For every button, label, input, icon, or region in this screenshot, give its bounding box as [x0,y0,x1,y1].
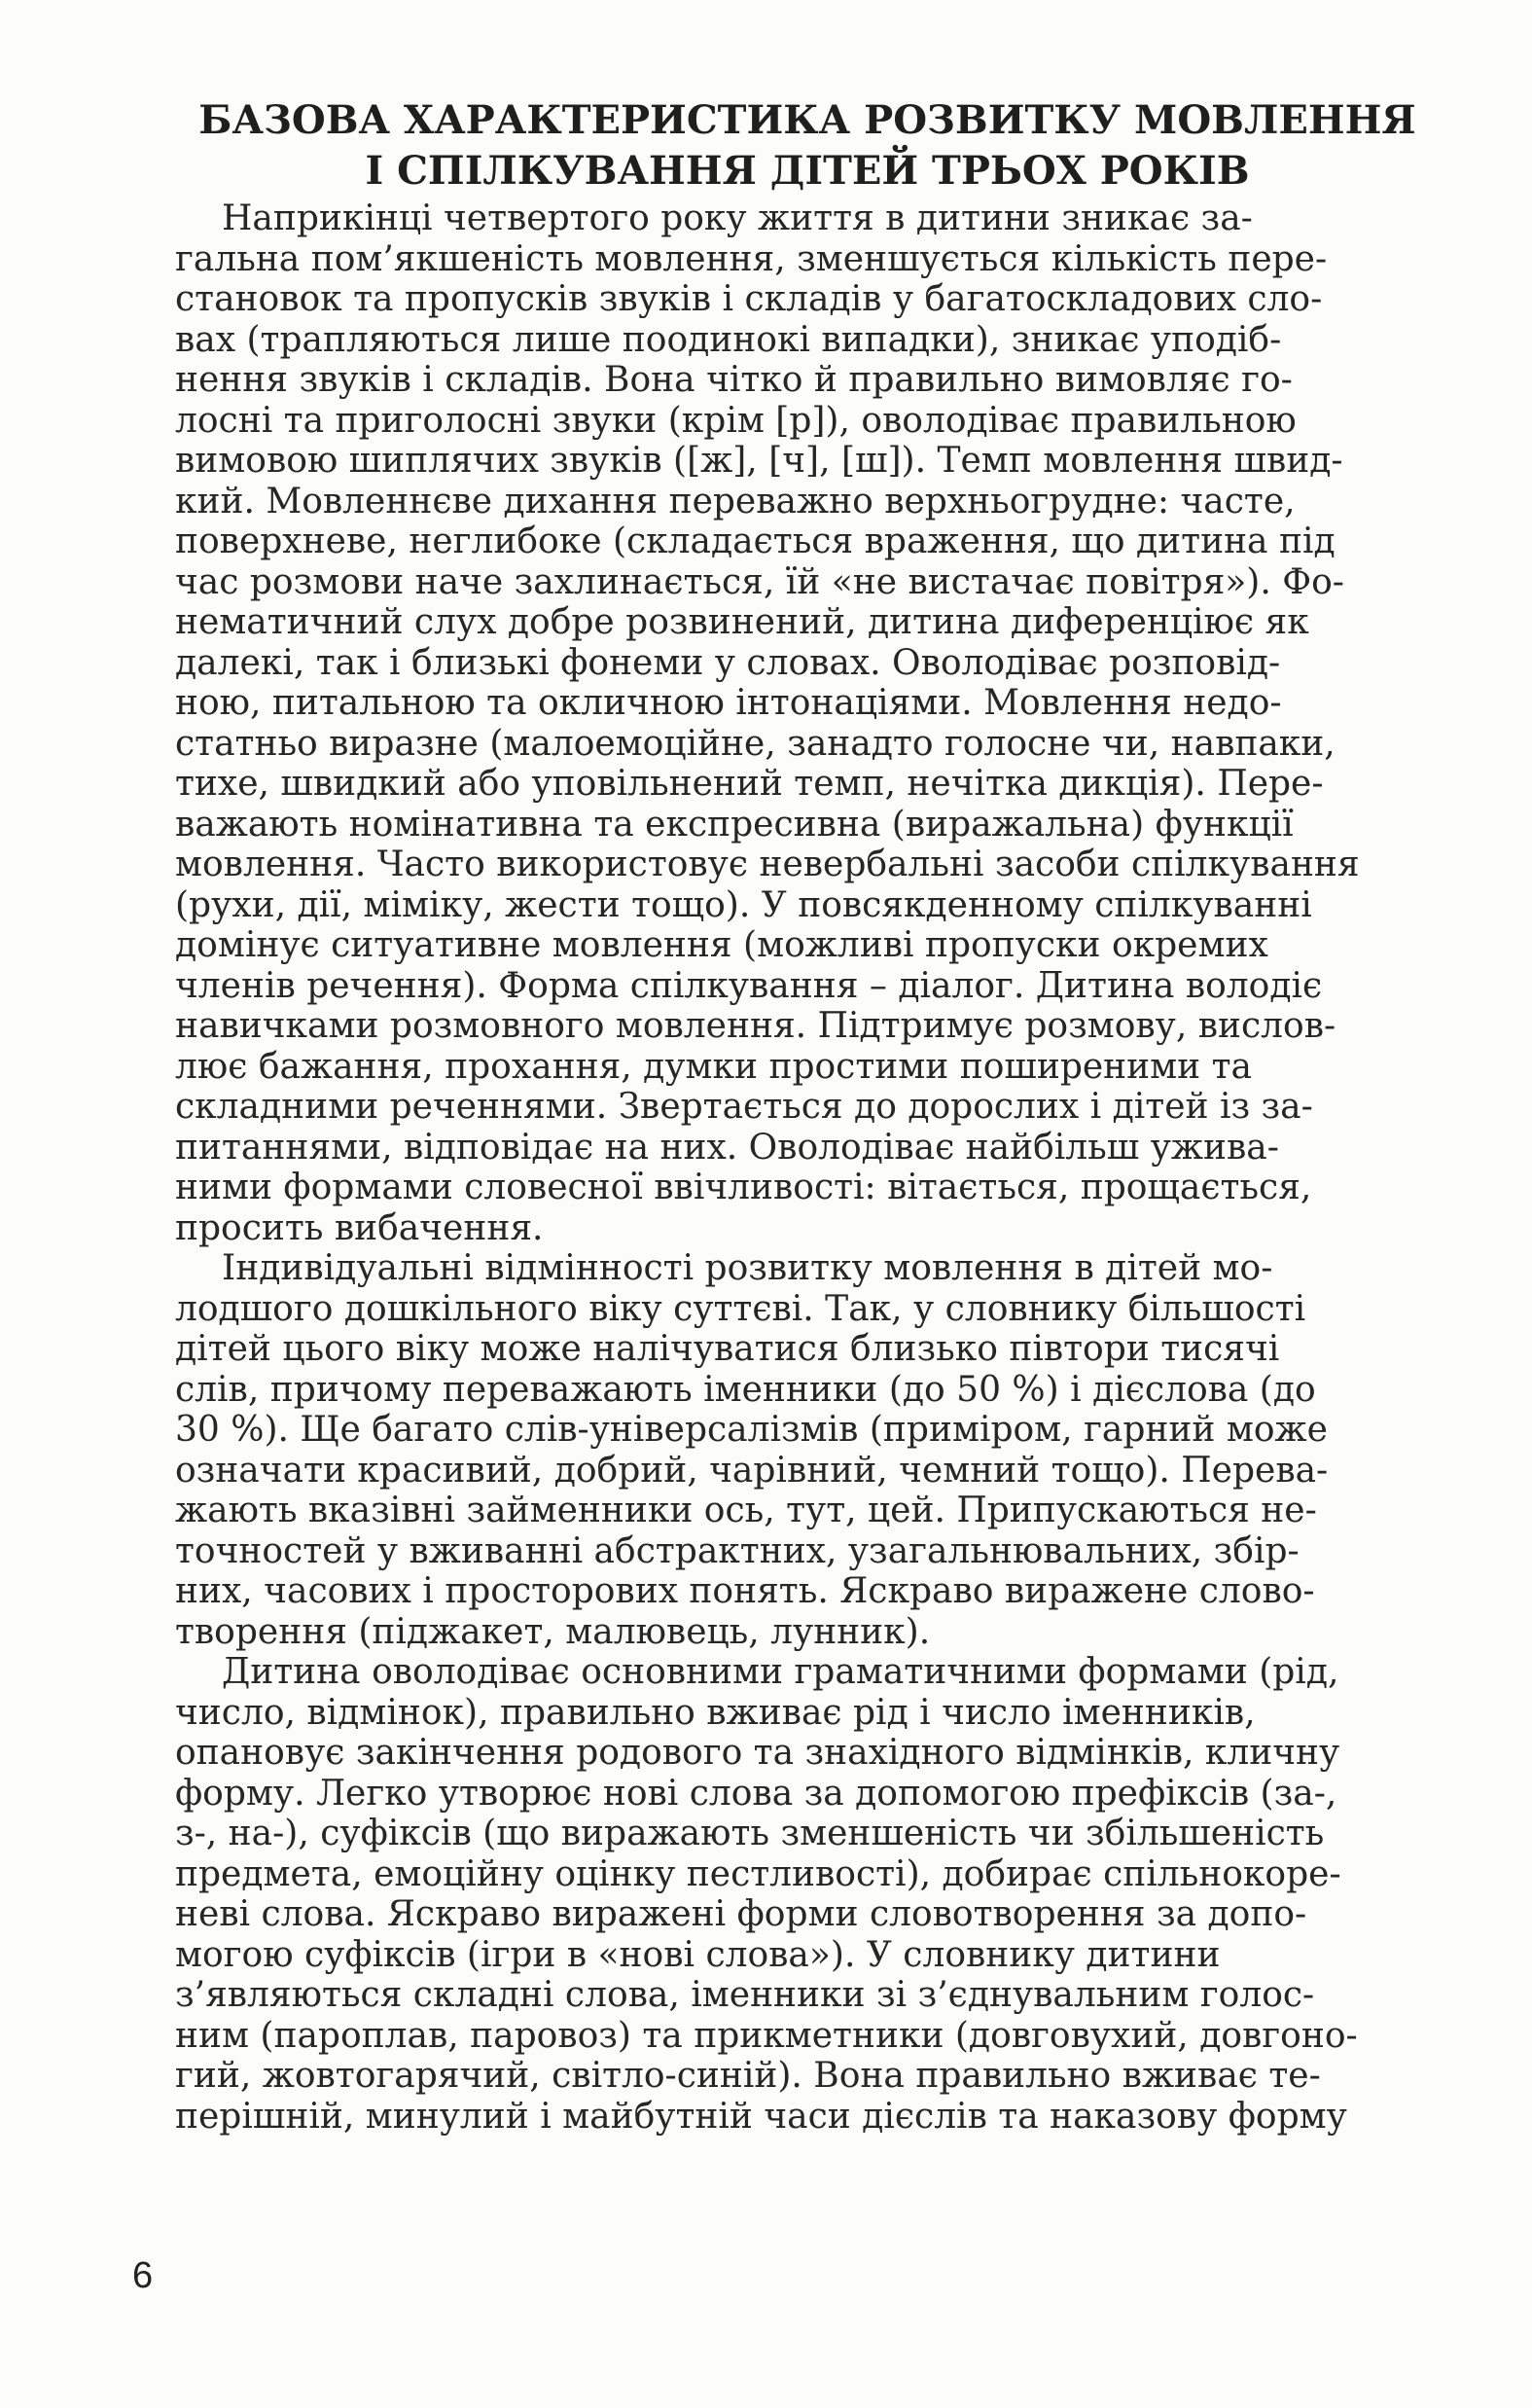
text-line: питаннями, відповідає на них. Оволодіває найбільш ужива- [175,1127,1279,1168]
text-line: дітей цього віку може налічуватися близько півтори тисячі [175,1329,1280,1369]
page-number: 6 [132,2255,154,2296]
text-line: 30 %). Ще багато слів-універсалізмів (приміром, гарний може [175,1410,1328,1450]
text-line: Наприкінці четвертого року життя в дитини зникає за- [222,198,1253,238]
text-line: перішній, минулий і майбутній часи дієслів та наказову форму [175,2096,1347,2137]
text-line: жають вказівні займенники ось, тут, цей. Припускаються не- [175,1491,1317,1530]
text-line: далекі, так і близькі фонеми у словах. Оволодіває розповід- [175,642,1281,683]
text-line: форму. Легко утворює нові слова за допомогою префіксів (за-, [175,1773,1337,1814]
text-line: слів, причому переважають іменники (до 50 %) і дієслова (до [175,1369,1316,1410]
text-line: поверхневе, неглибоке (складається враження, що дитина під [175,521,1336,561]
text-line: тихе, швидкий або уповільнений темп, нечітка дикція). Пере- [175,764,1324,804]
text-line: вимовою шиплячих звуків ([ж], [ч], [ш]). Темп мовлення швид- [175,441,1343,481]
text-line: ним (пароплав, паровоз) та прикметники (довговухий, довгоно- [175,2015,1358,2056]
text-line: становок та пропусків звуків і складів у багатоскладових сло- [175,279,1323,319]
text-line: предмета, емоційну оцінку пестливості), добирає спільнокоре- [175,1853,1341,1894]
text-line: означати красивий, добрий, чарівний, чемний тощо). Перева- [175,1450,1329,1491]
text-line: кий. Мовленнєве дихання переважно верхньогрудне: часте, [175,481,1296,521]
paragraph-1 [175,198,1440,1248]
text-line: Дитина оволодіває основними граматичними формами (рід, [222,1652,1339,1692]
text-line: опановує закінчення родового та знахідного відмінків, кличну [175,1733,1340,1773]
text-line: гальна пом’якшеність мовлення, зменшується кількість пере- [175,238,1328,279]
text-line: лосні та приголосні звуки (крім [р]), оволодіває правильною [175,400,1297,441]
text-line: гий, жовтогарячий, світло-синій). Вона правильно вживає те- [175,2056,1321,2096]
text-line: число, відмінок), правильно вживає рід і число іменників, [175,1692,1256,1733]
paragraph-2 [175,1248,1440,1652]
text-line: з’являються складні слова, іменники зі з’єднувальним голос- [175,1975,1315,2015]
text-line: лодшого дошкільного віку суттєві. Так, у словнику більшості [175,1288,1306,1329]
text-line: лює бажання, прохання, думки простими поширеними та [175,1046,1252,1087]
text-line: просить вибачення. [175,1207,544,1248]
text-line: Індивідуальні відмінності розвитку мовлення в дітей мо- [222,1248,1273,1288]
text-line: важають номінативна та експресивна (виражальна) функції [175,804,1294,845]
page-content [175,95,1440,2137]
text-line: нення звуків і складів. Вона чітко й правильно вимовляє го- [175,360,1293,400]
text-line: точностей у вживанні абстрактних, узагальнювальних, збір- [175,1530,1300,1571]
text-line: ною, питальною та окличною інтонаціями. Мовлення недо- [175,683,1282,723]
title-line-2: І СПІЛКУВАННЯ ДІТЕЙ ТРЬОХ РОКІВ [365,148,1250,194]
paragraph-3 [175,1652,1440,2137]
text-line: час розмови наче захлинається, їй «не вистачає повітря»). Фо- [175,561,1344,602]
text-line: складними реченнями. Звертається до дорослих і дітей із за- [175,1087,1313,1127]
title-line-1: БАЗОВА ХАРАКТЕРИСТИКА РОЗВИТКУ МОВЛЕННЯ [198,97,1416,143]
text-line: з-, на-), суфіксів (що виражають зменшеність чи збільшеність [175,1814,1325,1853]
text-line: вах (трапляються лише поодинокі випадки), зникає уподіб- [175,319,1282,360]
text-line: домінує ситуативне мовлення (можливі пропуски окремих [175,925,1268,965]
text-line: (рухи, дії, міміку, жести тощо). У повсякденному спілкуванні [175,884,1312,925]
text-line: творення (піджакет, малювець, лунник). [175,1611,931,1652]
text-line: мовлення. Часто використовує невербальні засоби спілкування [175,845,1360,884]
text-line: навичками розмовного мовлення. Підтримує розмову, вислов- [175,1006,1336,1046]
text-line: них, часових і просторових понять. Яскраво виражене слово- [175,1571,1315,1611]
text-line: могою суфіксів (ігри в «нові слова»). У словнику дитини [175,1934,1221,1975]
page-title [175,95,1440,197]
text-line: ними формами словесної ввічливості: вітається, прощається, [175,1168,1312,1207]
text-line: членів речення). Форма спілкування – діалог. Дитина володіє [175,965,1323,1006]
text-line: нематичний слух добре розвинений, дитина диференціює як [175,602,1309,642]
text-line: неві слова. Яскраво виражені форми словотворення за допо- [175,1894,1307,1934]
text-line: статньо виразне (малоемоційне, занадто голосне чи, навпаки, [175,723,1336,764]
